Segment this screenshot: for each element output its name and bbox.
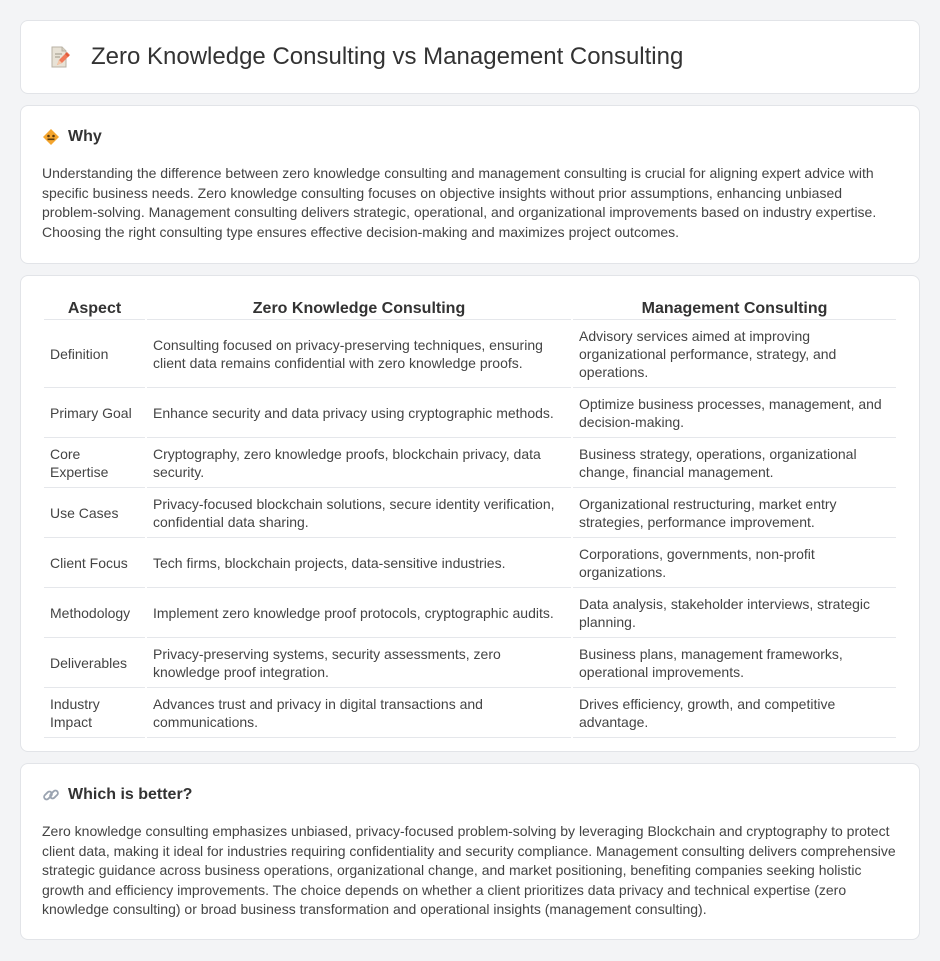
row-zero-knowledge: Advances trust and privacy in digital transactions and communications. [147, 688, 571, 738]
row-zero-knowledge: Privacy-preserving systems, security assessments, zero knowledge proof integration. [147, 638, 571, 688]
header-management: Management Consulting [573, 294, 896, 320]
row-zero-knowledge: Enhance security and data privacy using cryptographic methods. [147, 388, 571, 438]
table-row [44, 488, 896, 538]
why-section [20, 105, 920, 264]
row-aspect: Primary Goal [44, 388, 145, 438]
page-title: Zero Knowledge Consulting vs Management Consulting [91, 43, 684, 70]
row-aspect: Industry Impact [44, 688, 145, 738]
row-aspect: Deliverables [44, 638, 145, 688]
better-title: Which is better? [68, 786, 193, 803]
why-title: Why [68, 128, 102, 145]
why-text: Understanding the difference between zero knowledge consulting and management consulting is crucial for aligning expert advice with specific business needs. Zero knowledge consulting focuses on objective insights without prior assumptions, enhancing unbiased problem-solving. Management consulting delivers strategic, operational, and organizational improvements based on industry expertise. Choosing the right consulting type ensures effective decision-making and maximizes project outcomes. [42, 165, 877, 240]
why-header [42, 128, 899, 146]
table-row [44, 538, 896, 588]
row-management: Organizational restructuring, market entry strategies, performance improvement. [573, 488, 896, 538]
table-row [44, 688, 896, 738]
better-header [42, 786, 899, 804]
table-row [44, 438, 896, 488]
row-aspect: Methodology [44, 588, 145, 638]
table-row [44, 320, 896, 388]
comparison-table [42, 294, 898, 738]
title-card [20, 20, 920, 94]
row-zero-knowledge: Cryptography, zero knowledge proofs, blockchain privacy, data security. [147, 438, 571, 488]
table-header-row [44, 294, 896, 320]
row-management: Drives efficiency, growth, and competitive advantage. [573, 688, 896, 738]
table-row [44, 388, 896, 438]
row-management: Business plans, management frameworks, operational improvements. [573, 638, 896, 688]
row-zero-knowledge: Implement zero knowledge proof protocols, cryptographic audits. [147, 588, 571, 638]
row-management: Data analysis, stakeholder interviews, strategic planning. [573, 588, 896, 638]
row-aspect: Definition [44, 320, 145, 388]
header-zero-knowledge: Zero Knowledge Consulting [147, 294, 571, 320]
document-edit-icon [47, 45, 71, 69]
row-aspect: Use Cases [44, 488, 145, 538]
row-management: Advisory services aimed at improving organizational performance, strategy, and operations. [573, 320, 896, 388]
row-zero-knowledge: Tech firms, blockchain projects, data-sensitive industries. [147, 538, 571, 588]
header-aspect: Aspect [44, 294, 145, 320]
better-text: Zero knowledge consulting emphasizes unbiased, privacy-focused problem-solving by leveraging Blockchain and cryptography to protect client data, making it ideal for industries requiring confidentiality and security compliance. Management consulting delivers comprehensive strategic guidance across business operations, organizational change, and market positioning, benefiting companies seeking holistic growth and efficiency improvements. The choice depends on whether a client prioritizes data privacy and technical expertise (zero knowledge consulting) or broad business transformation and operational insights (management consulting). [42, 823, 896, 918]
row-zero-knowledge: Privacy-focused blockchain solutions, secure identity verification, confidential data sharing. [147, 488, 571, 538]
comparison-section [20, 275, 920, 752]
link-icon [42, 786, 60, 804]
row-aspect: Core Expertise [44, 438, 145, 488]
table-row [44, 588, 896, 638]
row-management: Business strategy, operations, organizational change, financial management. [573, 438, 896, 488]
which-better-section [20, 763, 920, 940]
row-management: Corporations, governments, non-profit organizations. [573, 538, 896, 588]
diamond-sign-icon [42, 128, 60, 146]
table-row [44, 638, 896, 688]
row-aspect: Client Focus [44, 538, 145, 588]
row-zero-knowledge: Consulting focused on privacy-preserving techniques, ensuring client data remains confidential with zero knowledge proofs. [147, 320, 571, 388]
row-management: Optimize business processes, management, and decision-making. [573, 388, 896, 438]
